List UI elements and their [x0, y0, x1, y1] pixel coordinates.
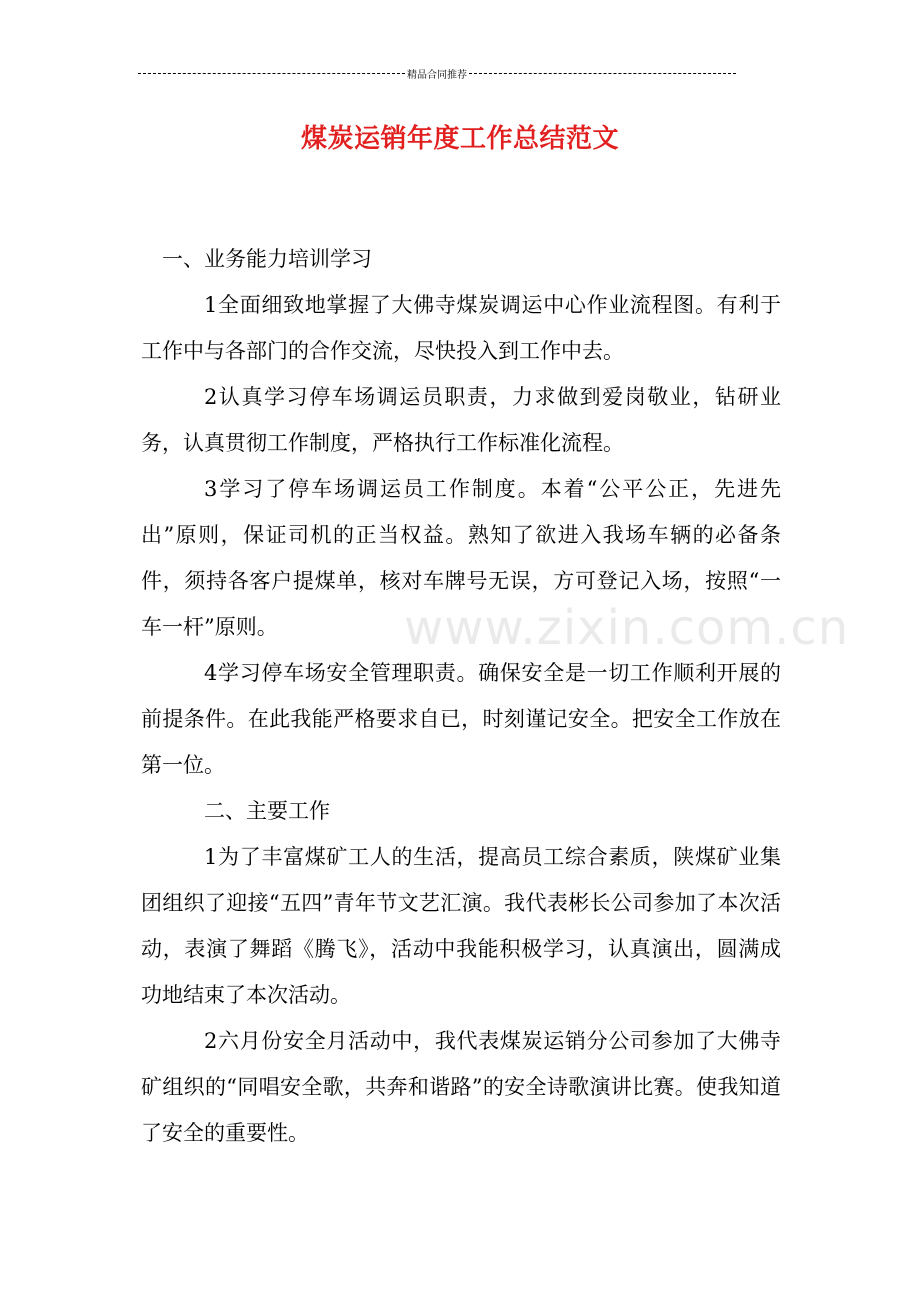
paragraph-1-4: 4学习停车场安全管理职责。确保安全是一切工作顺利开展的前提条件。在此我能严格要求自已，时刻谨记安全。把安全工作放在第一位。	[141, 661, 781, 777]
paragraph-2-1: 1为了丰富煤矿工人的生活，提高员工综合素质，陕煤矿业集团组织了迎接“五四”青年节文艺汇演。我代表彬长公司参加了本次活动，表演了舞蹈《腾飞》，活动中我能积极学习，认真演出，圆满成功地结束了本次活动。	[141, 845, 781, 1007]
document-title: 煤炭运销年度工作总结范文	[300, 124, 619, 154]
header-rule-right	[469, 73, 736, 74]
page-header	[138, 66, 736, 81]
paragraph-1-3: 3学习了停车场调运员工作制度。本着“公平公正，先进先出”原则，保证司机的正当权益。熟知了欲进入我场车辆的必备条件，须持各客户提煤单，核对车牌号无误，方可登记入场，按照“一车一杆”原则。	[141, 477, 781, 639]
document-body	[141, 236, 781, 1156]
paragraph-1-1: 1全面细致地掌握了大佛寺煤炭调运中心作业流程图。有利于工作中与各部门的合作交流，尽快投入到工作中去。	[141, 293, 781, 363]
paragraph-1-2: 2认真学习停车场调运员职责，力求做到爱岗敬业，钻研业务，认真贯彻工作制度，严格执行工作标准化流程。	[141, 385, 781, 455]
watermark: www.zixin.com.cn	[404, 600, 850, 656]
section-heading-1: 一、业务能力培训学习	[162, 247, 372, 271]
header-label: 精品合同推荐	[407, 70, 467, 81]
paragraph-2-2: 2六月份安全月活动中，我代表煤炭运销分公司参加了大佛寺矿组织的“同唱安全歌，共奔和谐路”的安全诗歌演讲比赛。使我知道了安全的重要性。	[141, 1029, 781, 1145]
header-rule-left	[138, 73, 405, 74]
section-heading-2: 二、主要工作	[204, 799, 330, 823]
